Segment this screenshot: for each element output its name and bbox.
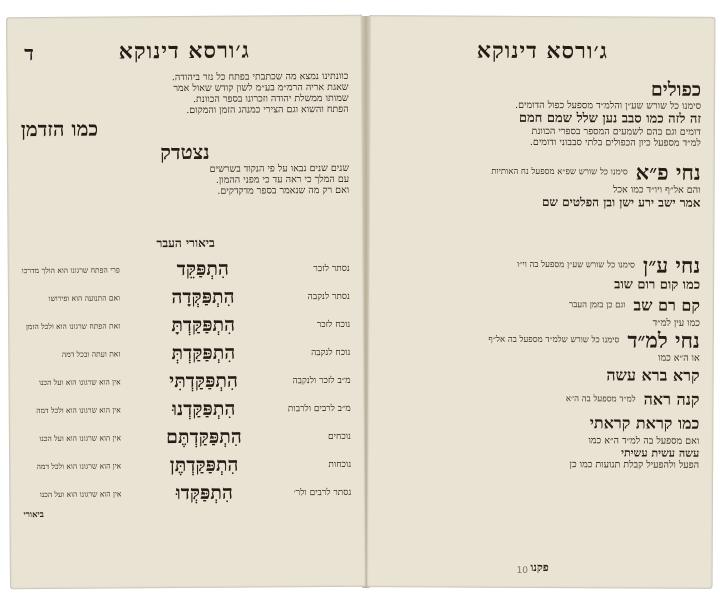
entry-example: כמו קראת קראתי xyxy=(589,413,700,433)
entry-line: כמו עין למ״ד xyxy=(652,317,700,329)
side-note: אין הוא שרגונו הוא ולכל דמה xyxy=(36,460,122,471)
body-line: זה לזה כמו סבב נען שלל שמם חמם xyxy=(518,110,701,127)
entry-line: למ״ד מספעל בה ה״א xyxy=(565,394,636,405)
left-intro-line: כוונתינו נמצא מה שכתבתי בפתח כל נזר ביהודה. xyxy=(171,70,349,84)
entry-heading: נחי ע״ן xyxy=(642,252,701,278)
verb-form: הִתְפַּקַּדְתָּ xyxy=(171,313,236,336)
left-intro-line: שנים שנים נבאו על פי הנקוד בשרשים xyxy=(209,162,350,175)
left-running-header: ג׳ורסא דינוקא xyxy=(118,37,250,65)
conjugation-row xyxy=(23,478,351,508)
verb-form: הִתְפַּקַּדְנוּ xyxy=(172,397,236,420)
person-label: מ״ב לזכר ולנקבה xyxy=(292,375,351,386)
entry-example: קרא ברא עשה xyxy=(606,365,700,385)
side-note: זאת ועתה ובכל דמה xyxy=(61,348,121,359)
closing-line: הפעל ולהפעיל קבלת תנועות כמו כן xyxy=(569,459,700,471)
side-note: אין הוא שרגונו הוא ולכל דמה xyxy=(36,404,121,415)
verb-form: הִתְפַּקֵּד xyxy=(176,257,229,280)
person-label: נוכח לזכר xyxy=(316,319,351,330)
person-label: נסתר לרבים ולר׳ xyxy=(293,487,352,498)
verb-form: הִתְפַּקַּדְתְּ xyxy=(171,341,236,364)
entry-line: כמו קום רום שוב xyxy=(614,277,701,293)
person-label: נסתר לנקבה xyxy=(307,291,350,302)
entry-line: ואם מספעל בה למ״ד ה״א כמו xyxy=(588,435,700,447)
pencil-annotation: 10 xyxy=(516,565,529,576)
entry-heading: נחי פ״א xyxy=(635,159,701,185)
conjugation-row xyxy=(22,366,350,396)
verb-form: הִתְפַּקְּדָה xyxy=(171,285,235,308)
closing-line: עשה עשית עשיתי xyxy=(621,446,700,460)
entry-line: והם אל״ף ויו״ד כמו אכל xyxy=(612,184,701,196)
conjugation-row xyxy=(22,310,350,340)
conjugation-row xyxy=(22,254,350,284)
conjugation-row xyxy=(22,338,350,368)
person-label: נוכח לנקבה xyxy=(311,347,351,358)
body-line: למ״ד מספעל כיון הכפולים בלתי סבבוני ודומים. xyxy=(529,136,701,149)
left-intro-line: עם המלך כי ראה עד כי מפני ההמון. xyxy=(215,173,350,186)
rule-entry xyxy=(382,252,700,278)
side-note: זאת הפתח שרגונו הוא ולכל הזמן xyxy=(25,320,121,331)
verb-form: הִתְפַּקַּדְתֶּן xyxy=(169,453,239,476)
verb-form: הִתְפַּקַּדְתִּי xyxy=(169,369,238,392)
blank-gap xyxy=(382,208,700,254)
left-intro-line: שאגת אריה הרמ״מ בע״מ לשון קודש שאול אמר xyxy=(173,81,349,95)
left-intro-word: נצטדק xyxy=(160,139,210,165)
body-line: דומים וגם בהם לשמעים המספר בספרי הכוונת xyxy=(531,125,701,138)
rule-entry xyxy=(381,410,699,436)
left-intro-line: ואם רק מה שנאמר בספר מדקדקים. xyxy=(217,184,350,197)
verb-form: הִתְפַּקַּדְתֶּם xyxy=(166,425,242,448)
entry-line: סימנו כל שורש שלמ״ד מספעל בה אל״ף xyxy=(488,334,620,346)
person-label: נוכחות xyxy=(328,459,352,470)
conjugation-row xyxy=(23,394,351,424)
conjugation-row xyxy=(23,450,351,480)
entry-example: קם רם שב xyxy=(633,295,701,315)
left-intro-line: הפתח והשוא וגם הצירי כמנהג הזמן והמקום. xyxy=(186,103,349,116)
left-intro-line: שמותו ממשלת יהודה וזכרונו בספר הכוונת. xyxy=(192,92,349,105)
rule-entry xyxy=(382,362,700,388)
side-note: ואם התנועה הוא ופירושו xyxy=(48,292,120,303)
section-heading: כפולים xyxy=(650,78,702,101)
side-note: אין הוא שרגונו הוא ועל הכנו xyxy=(39,488,122,499)
conjugation-row xyxy=(23,422,351,452)
side-note: פרי הפתח שרגונו הוא הולך מדרכו xyxy=(21,264,120,275)
side-note: אין הוא שרגונו הוא ועל הכנו xyxy=(39,432,121,443)
left-intro-word: כמו הזדמן xyxy=(20,116,99,142)
entry-heading: נחי למ״ד xyxy=(627,327,700,353)
person-label: נסתר לזכר xyxy=(313,263,350,274)
rule-entry xyxy=(382,292,700,318)
left-intro-block xyxy=(20,71,349,198)
rule-entry xyxy=(381,386,699,412)
body-line: סימנו כל שורש שע״ן והלמ״ד מספעל כפול הדומים. xyxy=(515,99,702,112)
entry-line: אמר ישב ירע ישן ובן הפלטים שם xyxy=(541,195,701,210)
verb-form: הִתְפַּקְּדוּ xyxy=(175,481,233,504)
entry-line: וגם כן בזמן העבר xyxy=(569,300,626,311)
printer-signature: פקנו xyxy=(530,560,549,575)
person-label: נוכחים xyxy=(327,431,351,442)
entry-line: סימנו כל שורש שע״ן מספעל בה וי״ו xyxy=(516,259,635,271)
section-title: ביאורי העבר xyxy=(156,235,215,251)
conjugation-row xyxy=(22,282,350,312)
right-body xyxy=(381,77,701,471)
rule-entry xyxy=(382,327,700,353)
left-page xyxy=(6,15,366,589)
person-label: מ״ב לרבים ולרבות xyxy=(287,403,351,414)
entry-line: סימנו כל שורש שפ״א מספעל נח האותיות xyxy=(491,166,628,178)
left-folio-number: ד xyxy=(24,41,34,66)
entry-example: קנה ראה xyxy=(643,389,700,409)
side-note: אין הוא שרגונו הוא ועל הכנו xyxy=(38,376,121,387)
right-running-header: ג׳ורסא דינוקא xyxy=(476,37,608,65)
catchword: ביאורי xyxy=(23,509,44,521)
right-page xyxy=(367,15,716,589)
rule-entry xyxy=(383,159,701,185)
conjugation-table xyxy=(22,229,352,520)
entry-line: או ה״א כמו xyxy=(658,352,700,364)
